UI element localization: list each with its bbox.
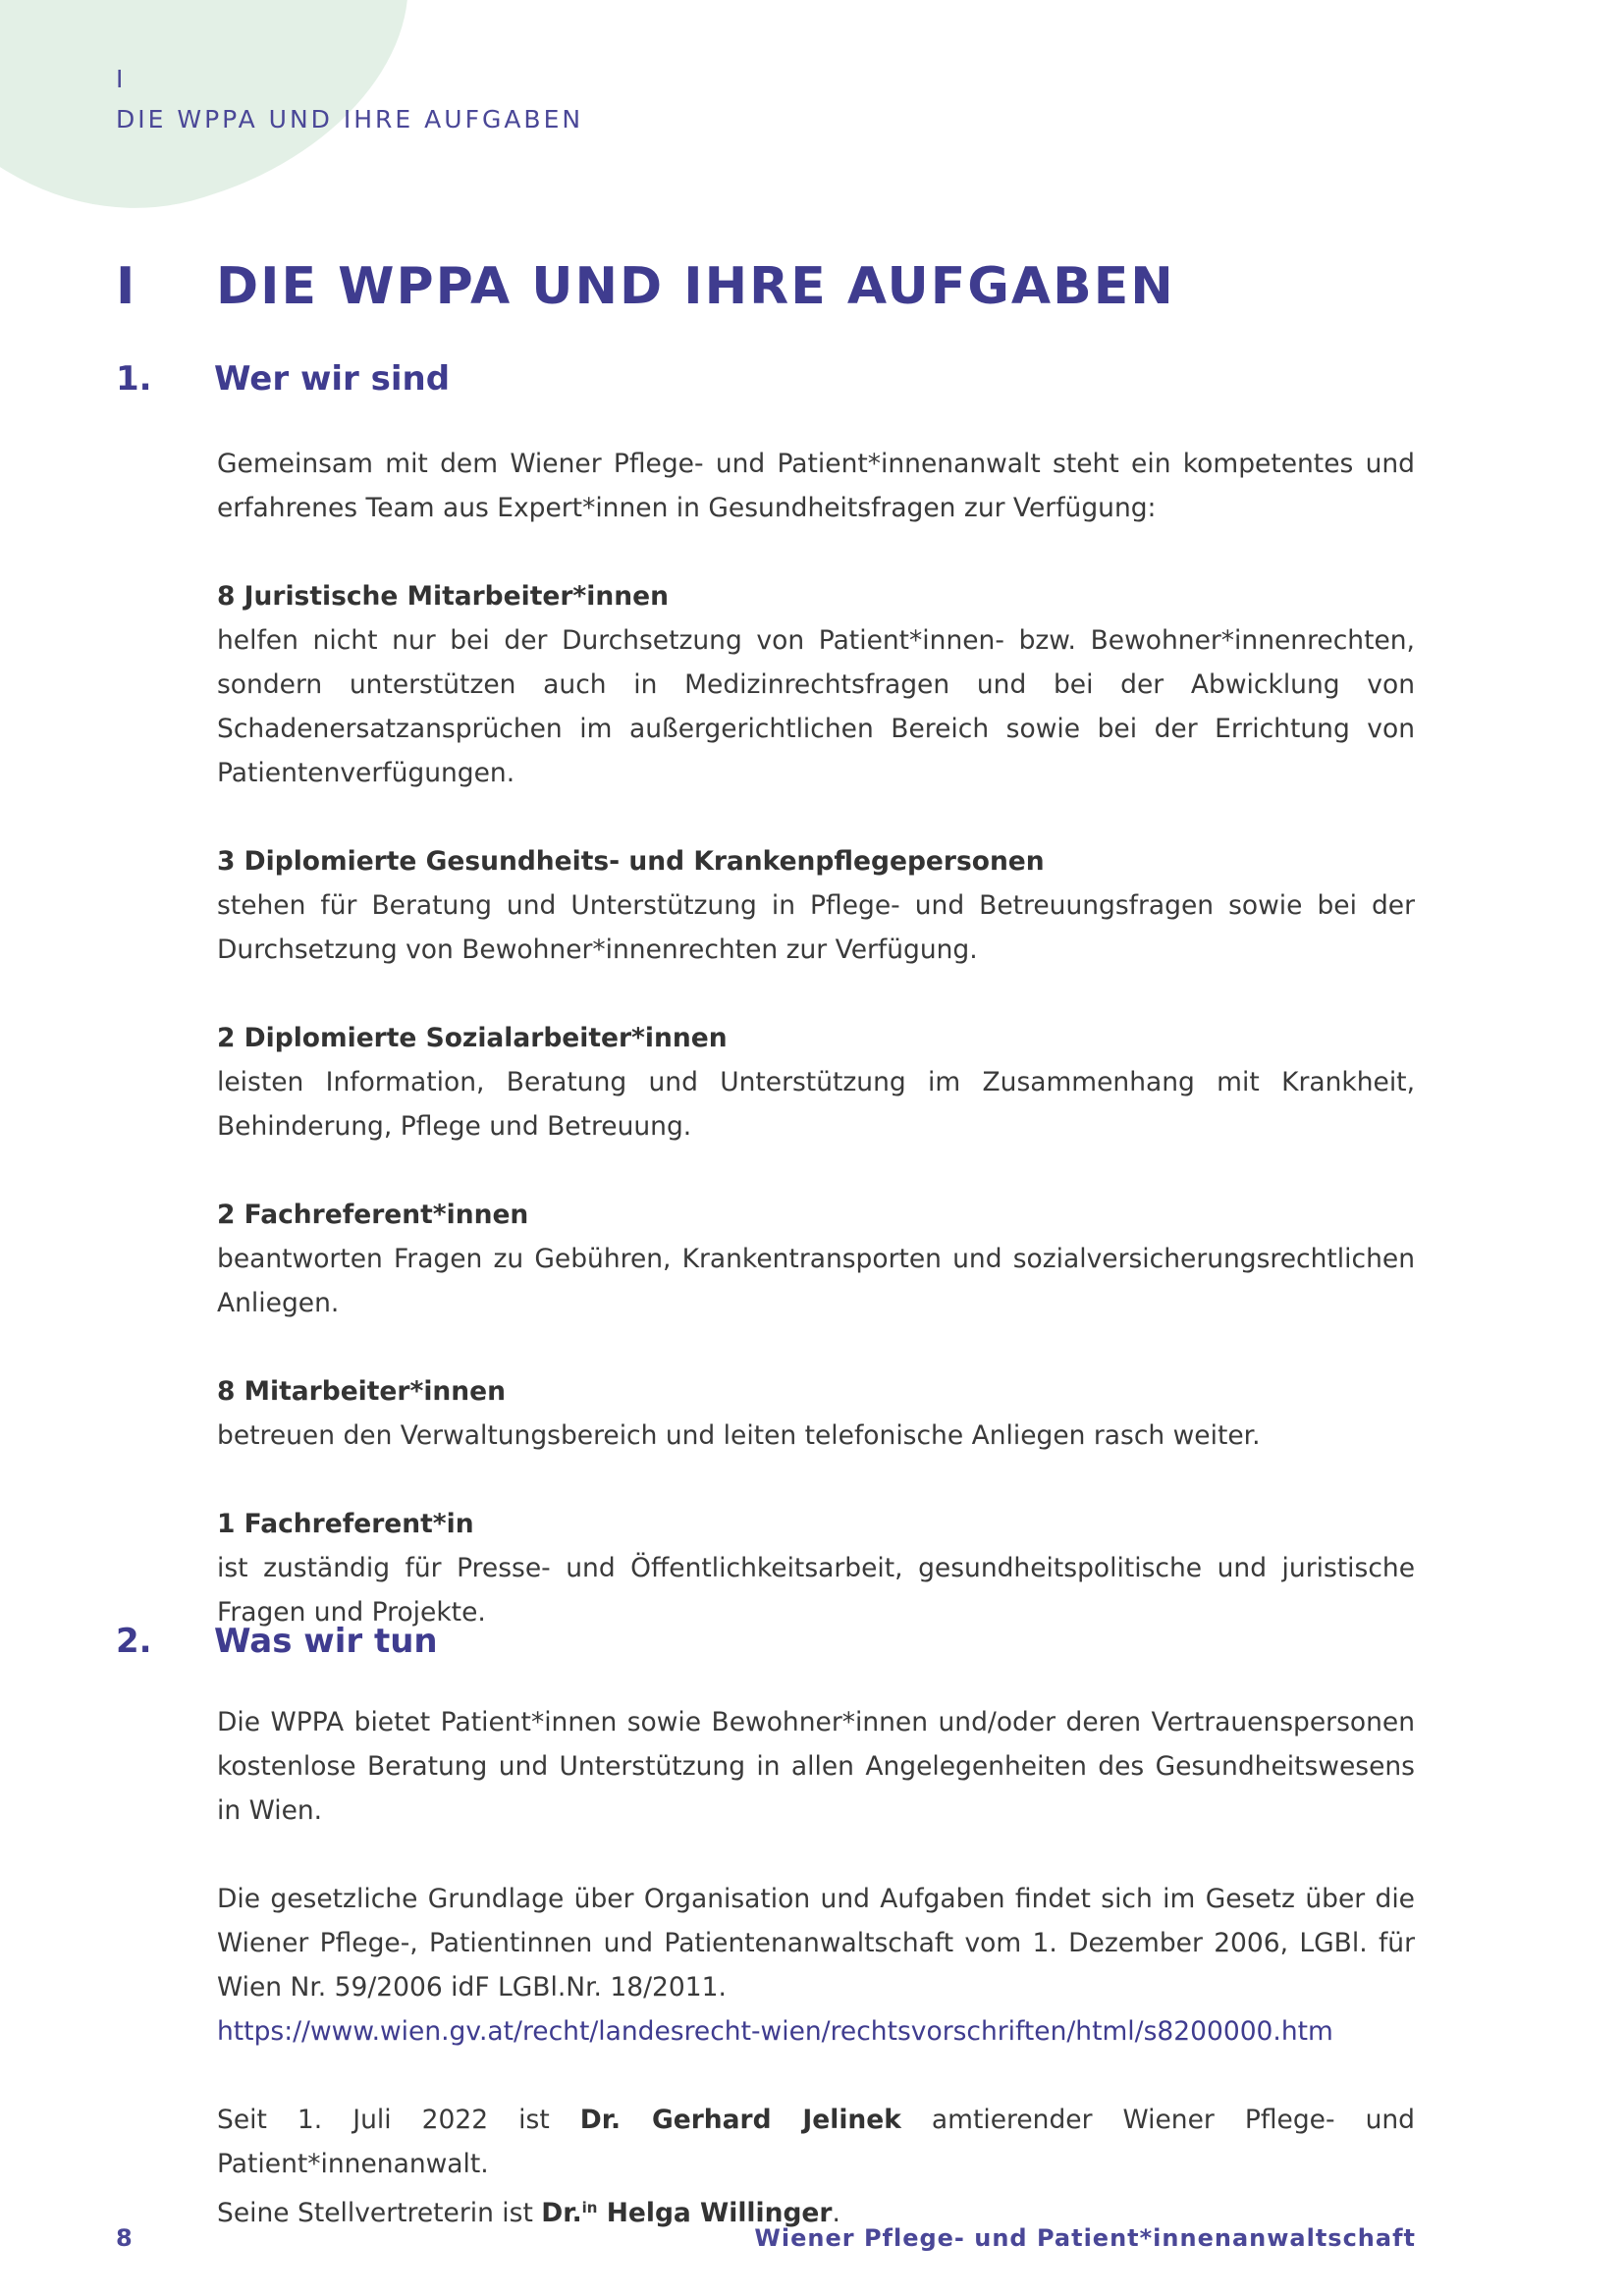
- role-title: 8 Juristische Mitarbeiter*innen: [217, 581, 669, 612]
- deputy-title-superscript: in: [581, 2199, 598, 2216]
- role-description: leisten Information, Beratung und Unterstützung im Zusammenhang mit Krankheit, Behinderung, Pflege und Betreuung.: [217, 1067, 1415, 1142]
- role-title: 3 Diplomierte Gesundheits- und Krankenpflegepersonen: [217, 846, 1045, 877]
- role-description: beantworten Fragen zu Gebühren, Krankentransporten und sozialversicherungsrechtlichen Anliegen.: [217, 1244, 1415, 1318]
- role-block: [217, 574, 1415, 795]
- role-title: 2 Fachreferent*innen: [217, 1200, 529, 1230]
- role-title: 2 Diplomierte Sozialarbeiter*innen: [217, 1023, 728, 1053]
- role-block: [217, 1369, 1415, 1458]
- role-block: [217, 1193, 1415, 1325]
- chapter-title-text: DIE WPPA UND IHRE AUFGABEN: [216, 257, 1175, 316]
- section-heading-2: [116, 1622, 438, 1661]
- attorney-name: Dr. Gerhard Jelinek: [579, 2105, 901, 2135]
- section-number: 2.: [116, 1622, 152, 1661]
- role-block: [217, 1502, 1415, 1634]
- role-block: [217, 1016, 1415, 1148]
- intro-block: [217, 442, 1415, 530]
- footer-page-number: 8: [116, 2224, 133, 2252]
- attorney-text-post: amtierender Wiener Pflege- und Patient*innenanwalt.: [217, 2105, 1415, 2179]
- role-description: stehen für Beratung und Unterstützung in Pflege- und Betreuungsfragen sowie bei der Durchsetzung von Bewohner*innenrechten zur Verfügung.: [217, 890, 1415, 965]
- section-2-content: [217, 1700, 1415, 2235]
- paragraph-block: [217, 2098, 1415, 2235]
- running-header-label: DIE WPPA UND IHRE AUFGABEN: [116, 105, 584, 133]
- deputy-title: Dr.: [541, 2198, 582, 2228]
- role-title: 1 Fachreferent*in: [217, 1509, 474, 1539]
- legal-basis-paragraph: Die gesetzliche Grundlage über Organisation und Aufgaben findet sich im Gesetz über die Wiener Pflege-, Patientinnen und Patientenanwaltschaft vom 1. Dezember 2006, LGBl. für Wien Nr. 59/2006 idF LGBl.Nr. 18/2011.: [217, 1884, 1415, 2002]
- section-title: Wer wir sind: [214, 359, 451, 399]
- role-description: ist zuständig für Presse- und Öffentlichkeitsarbeit, gesundheitspolitische und juristische Fragen und Projekte.: [217, 1553, 1415, 1628]
- deputy-text-pre: Seine Stellvertreterin ist: [217, 2198, 542, 2228]
- intro-paragraph: Gemeinsam mit dem Wiener Pflege- und Patient*innenanwalt steht ein kompetentes und erfahrenes Team aus Expert*innen in Gesundheitsfragen zur Verfügung:: [217, 449, 1415, 523]
- role-block: [217, 839, 1415, 972]
- section-heading-1: [116, 359, 450, 399]
- role-description: betreuen den Verwaltungsbereich und leiten telefonische Anliegen rasch weiter.: [217, 1420, 1261, 1451]
- section-number: 1.: [116, 359, 152, 399]
- section-1-content: [217, 442, 1415, 1634]
- paragraph-block: [217, 1877, 1415, 2054]
- deputy-text-post: .: [832, 2198, 840, 2228]
- attorney-paragraph: [217, 2098, 1415, 2186]
- paragraph-block: [217, 1700, 1415, 1833]
- section-title: Was wir tun: [214, 1622, 438, 1661]
- attorney-text-pre: Seit 1. Juli 2022 ist: [217, 2105, 580, 2135]
- deputy-name: Helga Willinger: [597, 2198, 833, 2228]
- services-paragraph: Die WPPA bietet Patient*innen sowie Bewohner*innen und/oder deren Vertrauenspersonen kostenlose Beratung und Unterstützung in allen Angelegenheiten des Gesundheitswesens in Wien.: [217, 1707, 1415, 1826]
- legal-text-link[interactable]: https://www.wien.gv.at/recht/landesrecht-wien/rechtsvorschriften/html/s8200000.htm: [217, 2016, 1333, 2047]
- role-description: helfen nicht nur bei der Durchsetzung von Patient*innen- bzw. Bewohner*innenrechten, sondern unterstützen auch in Medizinrechtsfragen und bei der Abwicklung von Schadenersatzansprüchen im außergerichtlichen Bereich sowie bei der Errichtung von Patientenverfügungen.: [217, 625, 1415, 788]
- chapter-number: I: [116, 257, 137, 316]
- running-header: [116, 59, 583, 139]
- chapter-title: [116, 257, 1175, 316]
- role-title: 8 Mitarbeiter*innen: [217, 1376, 506, 1407]
- footer-publication-title: Wiener Pflege- und Patient*innenanwaltschaft: [754, 2224, 1416, 2252]
- running-header-numeral: I: [116, 65, 127, 93]
